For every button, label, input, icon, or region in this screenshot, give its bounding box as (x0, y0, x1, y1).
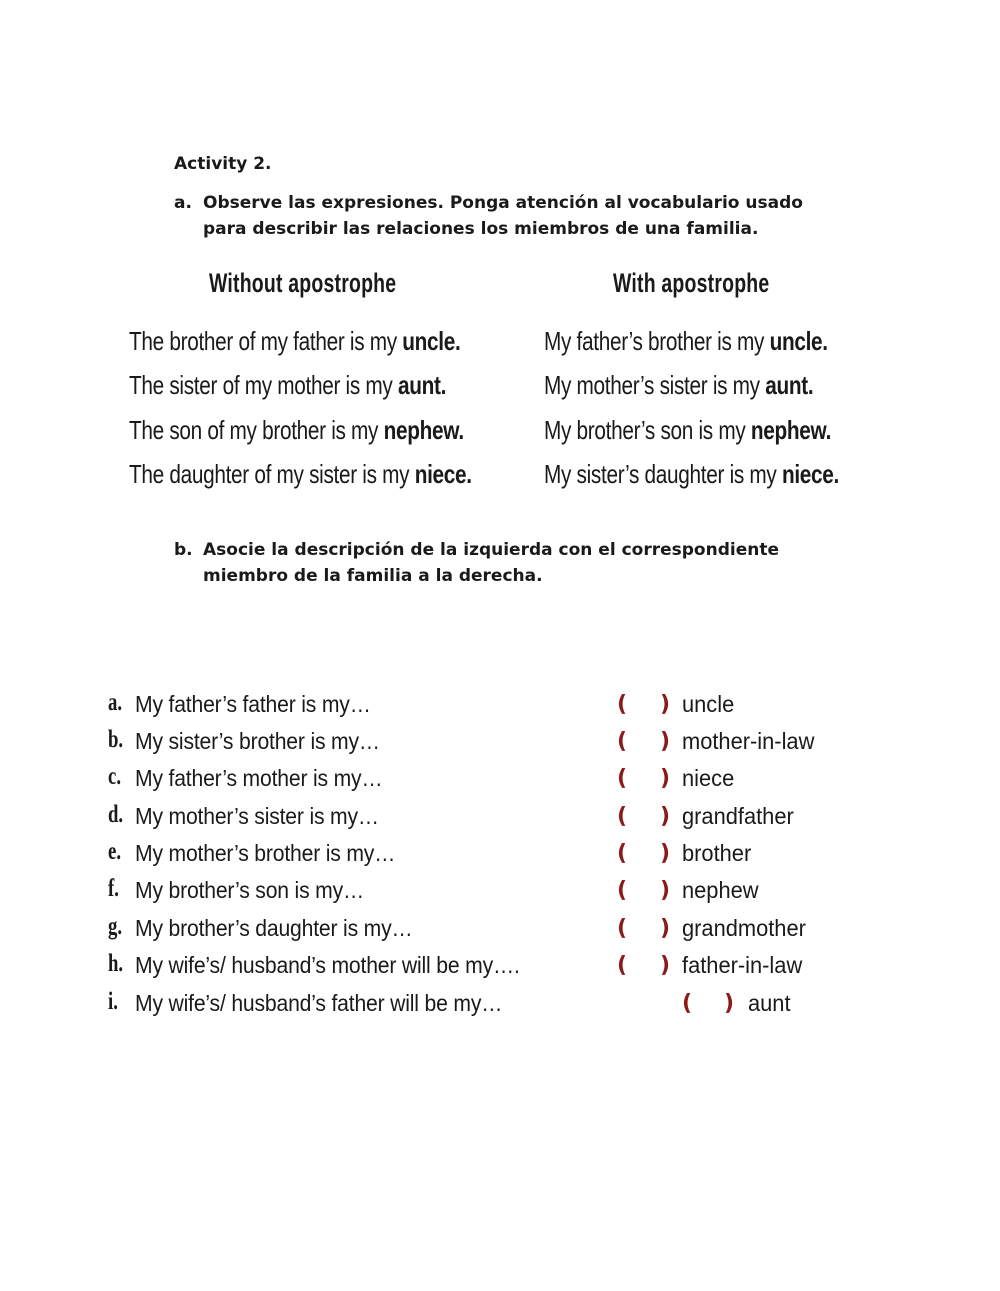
question-text: My brother’s son is my… (135, 877, 364, 903)
question-letter: g. (108, 913, 123, 940)
answer-blank-close: ) (660, 729, 671, 754)
vocab-word: uncle. (769, 326, 828, 356)
vocab-word: nephew. (750, 415, 832, 445)
question-text: My wife’s/ husband’s father will be my… (135, 990, 503, 1016)
question-letter: c. (108, 763, 122, 790)
answer-blank-open[interactable]: ( (617, 692, 628, 717)
question-letter: h. (108, 950, 124, 977)
question-letter: i. (108, 988, 118, 1015)
answer-blank-close: ) (660, 692, 671, 717)
question-text: My father’s father is my… (135, 691, 371, 717)
answer-blank-close: ) (660, 916, 671, 941)
answer-option: father-in-law (682, 952, 803, 978)
question-letter: b. (108, 726, 124, 753)
question-letter: a. (108, 689, 123, 716)
answer-option: grandmother (682, 915, 806, 941)
question-text: My sister’s brother is my… (135, 728, 380, 754)
vocab-word: niece. (414, 459, 472, 489)
question-text: My wife’s/ husband’s mother will be my…. (135, 952, 520, 978)
instruction-a-line1: Observe las expresiones. Ponga atención al vocabulario usado (203, 193, 803, 213)
sentence-without-3: The son of my brother is my nephew. (129, 415, 464, 445)
answer-option: aunt (748, 990, 791, 1016)
question-text: My mother’s brother is my… (135, 840, 396, 866)
instruction-b-marker: b. (174, 540, 193, 560)
answer-blank-open[interactable]: ( (617, 729, 628, 754)
sentence-without-2: The sister of my mother is my aunt. (129, 370, 447, 400)
sentence-with-4: My sister’s daughter is my niece. (544, 459, 840, 489)
answer-blank-close: ) (724, 991, 735, 1016)
instruction-a-marker: a. (174, 193, 192, 213)
answer-blank-close: ) (660, 953, 671, 978)
question-letter: e. (108, 838, 122, 865)
answer-option: niece (682, 765, 735, 791)
vocab-word: aunt. (765, 370, 814, 400)
answer-blank-open[interactable]: ( (682, 991, 693, 1016)
vocab-word: aunt. (397, 370, 447, 400)
sentence-without-1: The brother of my father is my uncle. (129, 326, 461, 356)
answer-option: grandfather (682, 803, 794, 829)
sentence-with-2: My mother’s sister is my aunt. (544, 370, 814, 400)
sentence-without-4: The daughter of my sister is my niece. (129, 459, 472, 489)
sentence-with-1: My father’s brother is my uncle. (544, 326, 828, 356)
question-letter: f. (108, 875, 119, 902)
answer-option: mother-in-law (682, 728, 815, 754)
answer-blank-open[interactable]: ( (617, 804, 628, 829)
question-text: My mother’s sister is my… (135, 803, 379, 829)
vocab-word: uncle. (402, 326, 461, 356)
instruction-b-line2: miembro de la familia a la derecha. (203, 566, 543, 586)
sentence-with-3: My brother’s son is my nephew. (544, 415, 832, 445)
question-letter: d. (108, 801, 124, 828)
answer-option: nephew (682, 877, 759, 903)
answer-blank-close: ) (660, 804, 671, 829)
answer-blank-open[interactable]: ( (617, 953, 628, 978)
answer-blank-close: ) (660, 766, 671, 791)
answer-option: brother (682, 840, 752, 866)
answer-blank-open[interactable]: ( (617, 841, 628, 866)
vocab-word: niece. (781, 459, 840, 489)
answer-blank-close: ) (660, 878, 671, 903)
answer-blank-close: ) (660, 841, 671, 866)
vocab-word: nephew. (383, 415, 464, 445)
question-text: My brother’s daughter is my… (135, 915, 413, 941)
header-without-apostrophe: Without apostrophe (209, 268, 397, 298)
answer-blank-open[interactable]: ( (617, 878, 628, 903)
header-with-apostrophe: With apostrophe (613, 268, 770, 298)
answer-blank-open[interactable]: ( (617, 766, 628, 791)
answer-option: uncle (682, 691, 735, 717)
answer-blank-open[interactable]: ( (617, 916, 628, 941)
activity-title: Activity 2. (174, 154, 272, 174)
instruction-b-line1: Asocie la descripción de la izquierda con el correspondiente (203, 540, 779, 560)
question-text: My father’s mother is my… (135, 765, 383, 791)
instruction-a-line2: para describir las relaciones los miembros de una familia. (203, 219, 759, 239)
